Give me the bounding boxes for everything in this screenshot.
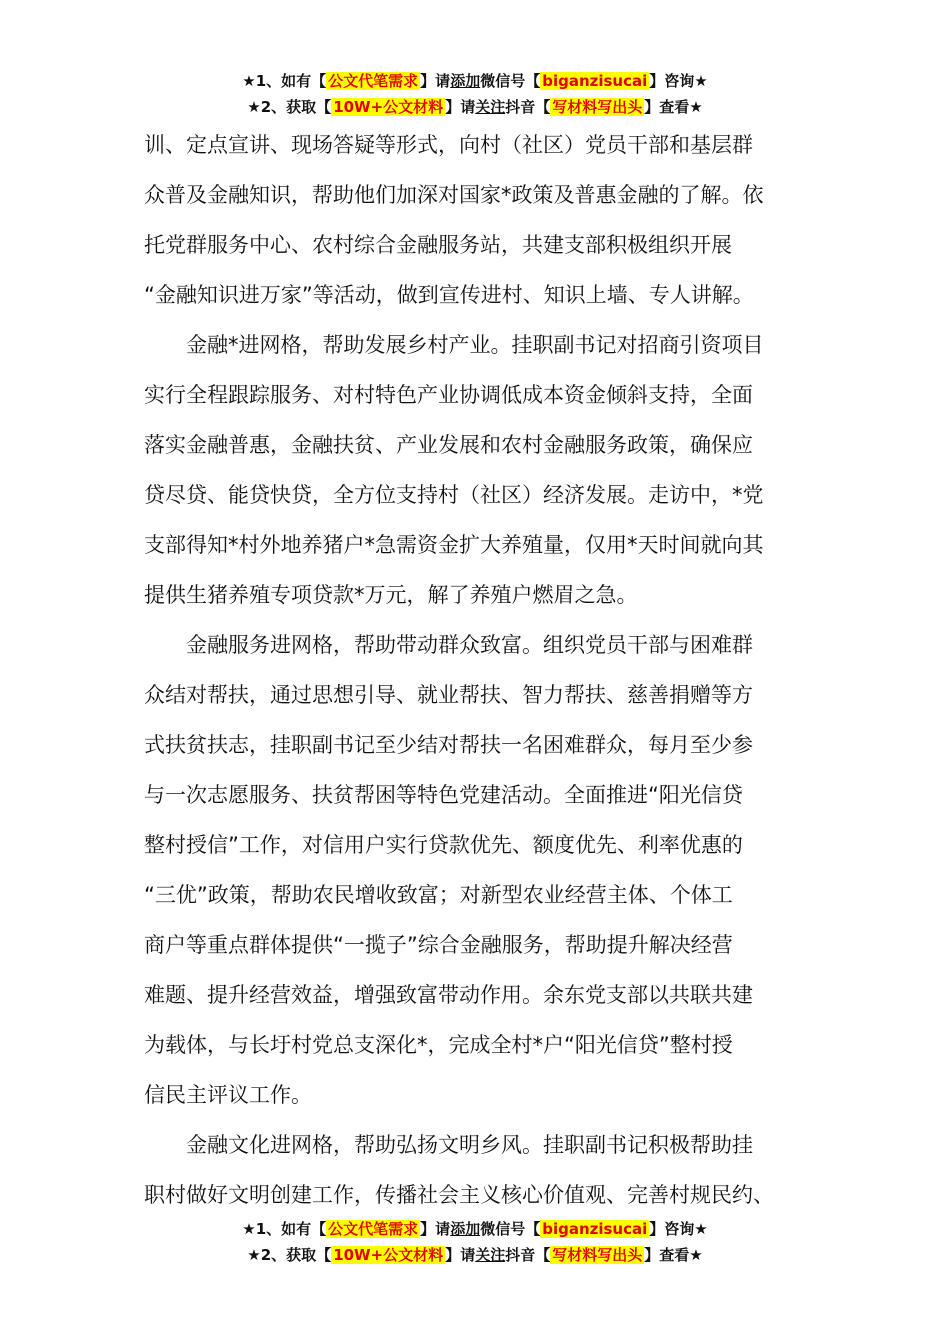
banner-text: 】查看★ [644,1246,703,1264]
text-line: 为载体，与长圩村党总支深化*，完成全村*户“阳光信贷”整村授 [144,1033,733,1057]
banner-underline: 关注 [475,98,506,116]
text-line: 提供生猪养殖专项贷款*万元，解了养殖户燃眉之急。 [144,583,638,607]
banner-line-1 [0,68,950,94]
banner-text: 微信号【 [480,1220,541,1238]
document-body [144,120,812,1220]
banner-text: ★2、获取【 [247,1246,332,1264]
banner-text: 】查看★ [644,98,703,116]
banner-highlight: 10W+公文材料 [333,98,444,116]
banner-text: 】咨询★ [649,1220,708,1238]
banner-underline: 添加 [450,72,481,90]
banner-line-2 [0,1242,950,1268]
banner-highlight: 写材料写出头 [552,1246,643,1264]
text-line: 贷尽贷、能贷快贷，全方位支持村（社区）经济发展。走访中，*党 [144,483,764,507]
banner-highlight: 公文代笔需求 [328,72,419,90]
banner-text: ★1、如有【 [242,72,327,90]
banner-text: ★1、如有【 [242,1220,327,1238]
banner-text: 】请 [420,72,451,90]
paragraph-start-line: 金融服务进网格，帮助带动群众致富。组织党员干部与困难群 [186,633,753,657]
text-line: 职村做好文明创建工作，传播社会主义核心价值观、完善村规民约、 [144,1183,774,1207]
banner-line-2 [0,94,950,120]
banner-text: ★2、获取【 [247,98,332,116]
text-line: 托党群服务中心、农村综合金融服务站，共建支部积极组织开展 [144,233,732,257]
text-line: 训、定点宣讲、现场答疑等形式，向村（社区）党员干部和基层群 [144,133,753,157]
text-line: 整村授信”工作，对信用户实行贷款优先、额度优先、利率优惠的 [144,833,743,857]
text-line: 难题、提升经营效益，增强致富带动作用。余东党支部以共联共建 [144,983,753,1007]
banner-text: 】咨询★ [649,72,708,90]
banner-text: 】请 [445,98,476,116]
banner-highlight: 写材料写出头 [552,98,643,116]
paragraph-start-line: 金融*进网格，帮助发展乡村产业。挂职副书记对招商引资项目 [186,333,764,357]
banner-text: 抖音【 [505,1246,551,1264]
text-line: 落实金融普惠，金融扶贫、产业发展和农村金融服务政策，确保应 [144,433,753,457]
header-banner [0,68,950,120]
banner-highlight: 10W+公文材料 [333,1246,444,1264]
banner-highlight: biganzisucai [542,72,648,90]
text-line: 支部得知*村外地养猪户*急需资金扩大养殖量，仅用*天时间就向其 [144,533,764,557]
banner-highlight: 公文代笔需求 [328,1220,419,1238]
text-line: 式扶贫扶志，挂职副书记至少结对帮扶一名困难群众，每月至少参 [144,733,753,757]
banner-highlight: biganzisucai [542,1220,648,1238]
text-line: 众结对帮扶，通过思想引导、就业帮扶、智力帮扶、慈善捐赠等方 [144,683,753,707]
banner-text: 抖音【 [505,98,551,116]
text-line: “三优”政策，帮助农民增收致富；对新型农业经营主体、个体工 [144,883,733,907]
banner-line-1 [0,1216,950,1242]
banner-text: 微信号【 [480,72,541,90]
footer-banner [0,1216,950,1268]
paragraph-start-line: 金融文化进网格，帮助弘扬文明乡风。挂职副书记积极帮助挂 [186,1133,753,1157]
text-line: 信民主评议工作。 [144,1083,312,1107]
banner-underline: 关注 [475,1246,506,1264]
banner-text: 】请 [420,1220,451,1238]
banner-text: 】请 [445,1246,476,1264]
text-line: 众普及金融知识，帮助他们加深对国家*政策及普惠金融的了解。依 [144,183,764,207]
text-line: 实行全程跟踪服务、对村特色产业协调低成本资金倾斜支持，全面 [144,383,753,407]
text-line: 商户等重点群体提供“一揽子”综合金融服务，帮助提升解决经营 [144,933,733,957]
text-line: 与一次志愿服务、扶贫帮困等特色党建活动。全面推进“阳光信贷 [144,783,743,807]
banner-underline: 添加 [450,1220,481,1238]
text-line: “金融知识进万家”等活动，做到宣传进村、知识上墙、专人讲解。 [144,283,754,307]
